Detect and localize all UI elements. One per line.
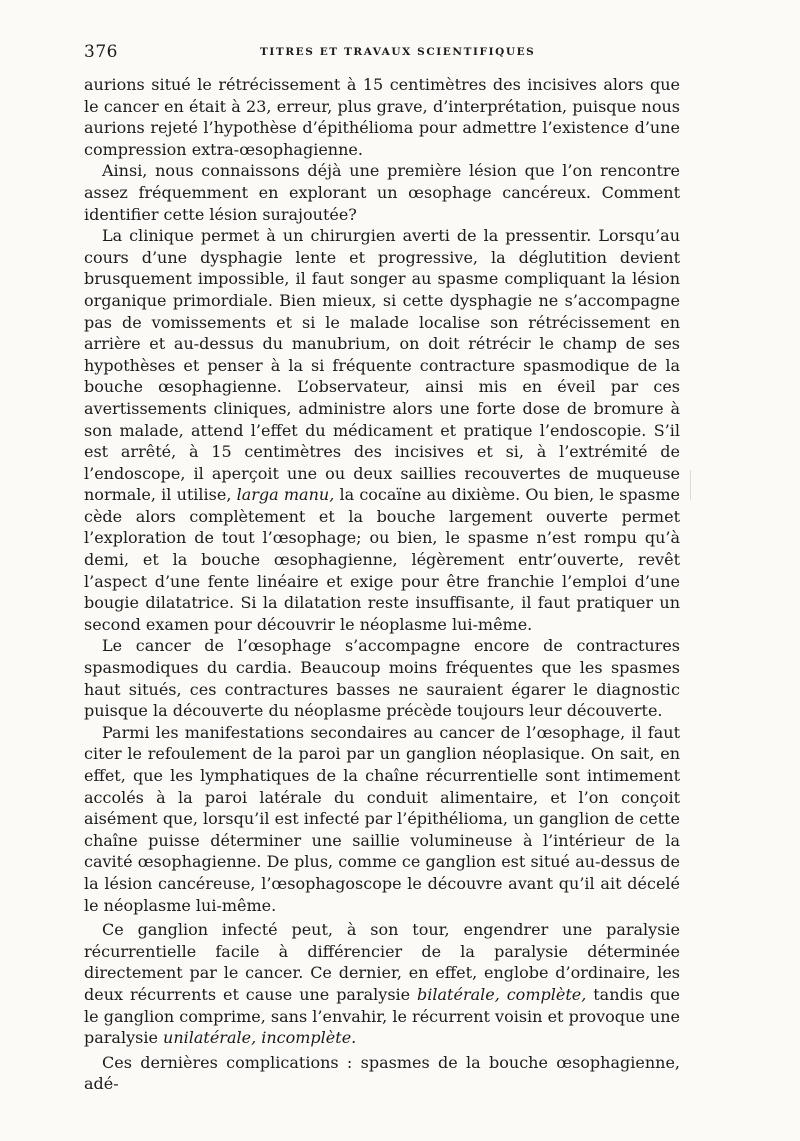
text-run: Ce ganglion infecté peut, à son tour, engendrer une paralysie récurrentielle facile à différencier de la paralysie déterminée directement par le cancer. Ce dernier, en effet, englobe d’ordinaire, les deux récurrents et cause une paralysie bbox=[84, 920, 680, 1004]
paragraph-6 bbox=[84, 919, 680, 1049]
paragraph-1 bbox=[84, 74, 680, 160]
italic-text-run: unilatérale, incomplète. bbox=[163, 1028, 357, 1048]
text-run: tandis que le ganglion comprime, sans l’envahir, le récurrent voisin et provoque une paralysie bbox=[84, 984, 681, 1048]
paragraph-3 bbox=[84, 225, 680, 635]
body-text bbox=[84, 74, 680, 1095]
page-header bbox=[84, 42, 690, 62]
page-number: 376 bbox=[84, 42, 118, 62]
paragraph-2 bbox=[84, 160, 680, 225]
text-run: La clinique permet à un chirurgien averti de la pressentir. Lorsqu’au cours d’une dysphagie lente et progressive, la déglutition devient brusquement impossible, il faut songer au spasme compliquant la lésion organique primordiale. Bien mieux, si cette dysphagie ne s’accompagne pas de vomissements et si le malade localise son rétrécissement en arrière et au-dessus du manubrium, on doit rétrécir le champ de ses hypothèses et penser à la si fréquente contracture spasmodique de la bouche œsophagienne. L’observateur, ainsi mis en éveil par ces avertissements cliniques, administre alors une forte dose de bromure à son malade, attend l’effet du médicament et pratique l’endoscopie. S’il est arrêté, à 15 centimètres des incisives et si, à l’extrémité de l’endoscope, il aperçoit une ou deux saillies recouvertes de muqueuse normale, il utilise, bbox=[84, 226, 680, 505]
italic-text-run: bilatérale, complète, bbox=[417, 984, 587, 1004]
text-run: Ainsi, nous connaissons déjà une première lésion que l’on rencontre assez fréquemment en explorant un œsophage cancéreux. Comment identifier cette lésion surajoutée? bbox=[84, 161, 680, 224]
text-run: Le cancer de l’œsophage s’accompagne encore de contractures spasmodiques du cardia. Beaucoup moins fréquentes que les spasmes haut situés, ces contractures basses ne sauraient égarer le diagnostic puisque la découverte du néoplasme précède toujours leur découverte. bbox=[84, 636, 680, 721]
running-title: TITRES ET TRAVAUX SCIENTIFIQUES bbox=[260, 46, 536, 58]
paragraph-5 bbox=[84, 722, 680, 916]
paragraph-4 bbox=[84, 635, 680, 721]
scan-edge-mark bbox=[690, 470, 697, 500]
text-run: la cocaïne au dixième. Ou bien, le spasme cède alors complètement et la bouche largement ouverte permet l’exploration de tout l’œsophage; ou bien, le spasme n’est rompu qu’à demi, et la bouche œsophagienne, légèrement entr’ouverte, revêt l’aspect d’une fente linéaire et exige pour être franchie l’emploi d’une bougie dilatatrice. Si la dilatation reste insuffisante, il faut pratiquer un second examen pour découvrir le néoplasme lui-même. bbox=[84, 485, 681, 634]
text-run: Ces dernières complications : spasmes de la bouche œsophagienne, adé- bbox=[84, 1052, 680, 1094]
paragraph-7 bbox=[84, 1052, 680, 1095]
text-run: aurions situé le rétrécissement à 15 centimètres des incisives alors que le cancer en était à 23, erreur, plus grave, d’interprétation, puisque nous aurions rejeté l’hypothèse d’épithélioma pour admettre l’existence d’une compression extra-œsophagienne. bbox=[84, 75, 680, 159]
text-run: Parmi les manifestations secondaires au cancer de l’œsophage, il faut citer le refoulement de la paroi par un ganglion néoplasique. On sait, en effet, que les lymphatiques de la chaîne récurrentielle sont intimement accolés à la paroi latérale du conduit alimentaire, et l’on conçoit aisément que, lorsqu’il est infecté par l’épithélioma, un ganglion de cette chaîne puisse déterminer une saillie volumineuse à l’intérieur de la cavité œsophagienne. De plus, comme ce ganglion est situé au-dessus de la lésion cancéreuse, l’œsophagoscope le découvre avant qu’il ait décelé le néoplasme lui-même. bbox=[84, 722, 680, 915]
italic-text-run: larga manu, bbox=[236, 485, 335, 505]
